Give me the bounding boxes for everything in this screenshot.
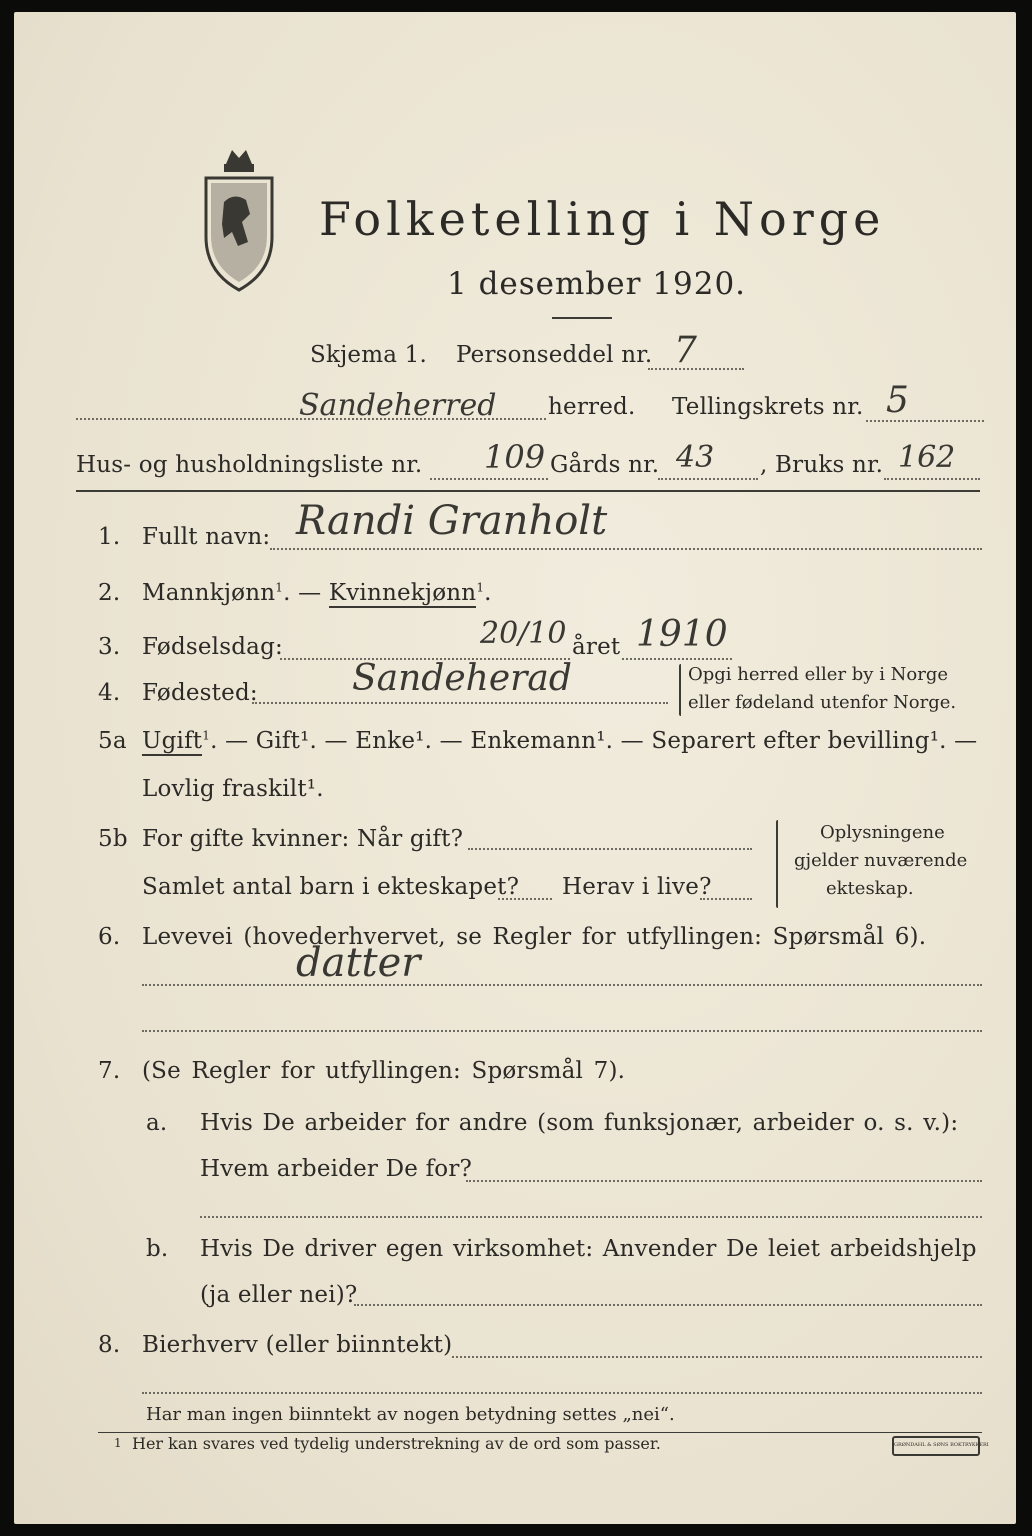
q7a-label-2: Hvem arbeider De for?	[200, 1156, 473, 1182]
q6-label: Levevei (hovederhvervet, se Regler for utfyllingen: Spørsmål 6).	[142, 924, 927, 950]
q1-label: Fullt navn:	[142, 524, 271, 550]
q2-male: Mannkjønn	[142, 580, 276, 606]
printer-stamp	[892, 1436, 989, 1456]
personseddel-label: Personseddel nr.	[456, 342, 653, 368]
census-form-page	[14, 12, 1016, 1524]
bruks-label: , Bruks nr.	[760, 452, 884, 478]
q5b-note-1: Oplysningene	[820, 822, 945, 843]
q4-label: Fødested:	[142, 680, 258, 706]
q5b-barn-label: Samlet antal barn i ekteskapet?	[142, 874, 520, 900]
q7-number: 7.	[98, 1058, 121, 1084]
birth-day-value: 20/10	[480, 616, 567, 651]
q5b-number: 5b	[98, 826, 128, 852]
footer-rule	[98, 1432, 982, 1433]
tellingskrets-label: Tellingskrets nr.	[672, 394, 864, 420]
q7-label: (Se Regler for utfyllingen: Spørsmål 7).	[142, 1058, 626, 1084]
q6-number: 6.	[98, 924, 121, 950]
q7b-number: b.	[146, 1236, 169, 1262]
form-title: Folketelling i Norge	[319, 192, 886, 246]
q3-label: Fødselsdag:	[142, 634, 283, 660]
husliste-value: 109	[484, 438, 546, 476]
q5b-note-3: ekteskap.	[826, 878, 914, 899]
q3-number: 3.	[98, 634, 121, 660]
occupation-value: datter	[296, 940, 421, 986]
gards-label: Gårds nr.	[550, 452, 660, 478]
norway-coat-of-arms-icon	[194, 142, 284, 296]
q4-note-1: Opgi herred eller by i Norge	[688, 664, 949, 685]
q5a-number: 5a	[98, 728, 127, 754]
q3-year-label: året	[572, 634, 621, 660]
personseddel-value: 7	[674, 330, 697, 371]
q5b-live-label: Herav i live?	[562, 874, 712, 900]
footnote: Her kan svares ved tydelig understrekning av de ord som passer.	[132, 1434, 661, 1453]
header-rule	[76, 490, 980, 492]
printer-stamp-text: GRØNDAHL & SØNS BOKTRYKKERI	[894, 1442, 989, 1448]
q5a-line2: Lovlig fraskilt¹.	[142, 776, 324, 802]
skjema-label: Skjema 1.	[310, 342, 428, 368]
q5b-note-2: gjelder nuværende	[794, 850, 968, 871]
q5a-rest: . — Gift¹. — Enke¹. — Enkemann¹. — Separert efter bevilling¹. —	[210, 728, 978, 754]
bruks-value: 162	[898, 440, 956, 475]
q7b-label: Hvis De driver egen virksomhet: Anvender De leiet arbeidshjelp	[200, 1236, 977, 1262]
q5b-label: For gifte kvinner: Når gift?	[142, 826, 464, 852]
q8-number: 8.	[98, 1332, 121, 1358]
q7b-label-2: (ja eller nei)?	[200, 1282, 358, 1308]
q2-female: Kvinnekjønn	[328, 580, 477, 606]
q2-sep: . —	[283, 580, 329, 606]
q7a-number: a.	[146, 1110, 168, 1136]
husliste-label: Hus- og husholdningsliste nr.	[76, 452, 423, 478]
census-date: 1 desember 1920.	[447, 266, 747, 302]
full-name-value: Randi Granholt	[296, 498, 608, 544]
tellingskrets-value: 5	[886, 380, 909, 421]
footer-note: Har man ingen biinntekt av nogen betydning settes „nei“.	[146, 1404, 675, 1425]
q5a-options: Ugift$^1$. — Gift¹. — Enke¹. — Enkemann¹. — Separert efter bevilling¹. —	[142, 728, 978, 754]
q2-options: Mannkjønn$^1$. — Kvinnekjønn$^1$.	[142, 580, 492, 606]
birthplace-value: Sandeherad	[352, 658, 572, 699]
herred-value: Sandeherred	[299, 388, 497, 423]
q1-number: 1.	[98, 524, 121, 550]
q4-note-2: eller fødeland utenfor Norge.	[688, 692, 957, 713]
birth-year-value: 1910	[636, 614, 728, 655]
footnote-mark: 1	[114, 1436, 122, 1450]
herred-label: herred.	[548, 394, 636, 420]
q2-number: 2.	[98, 580, 121, 606]
q4-number: 4.	[98, 680, 121, 706]
gards-value: 43	[676, 440, 715, 475]
q7a-label: Hvis De arbeider for andre (som funksjonær, arbeider o. s. v.):	[200, 1110, 959, 1136]
q8-label: Bierhverv (eller biinntekt)	[142, 1332, 453, 1358]
title-divider	[552, 317, 612, 319]
q5a-ugift: Ugift	[142, 728, 203, 754]
